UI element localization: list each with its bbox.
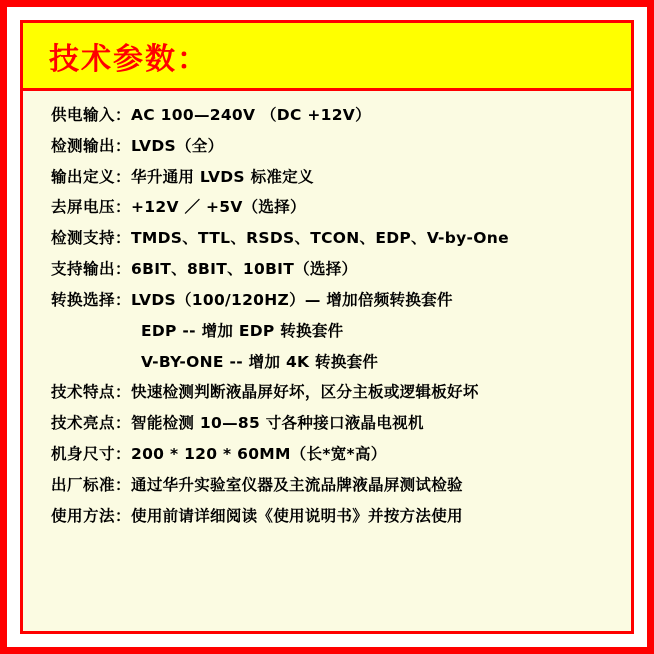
spec-row xyxy=(23,169,631,187)
spec-value: 200 * 120 * 60MM（长*宽*高） xyxy=(131,444,387,463)
spec-list xyxy=(23,91,631,631)
poster-title-bar xyxy=(23,23,631,91)
page-title: 技术参数： xyxy=(49,41,209,77)
spec-label: 技术特点： xyxy=(51,383,132,402)
spec-label: 支持输出： xyxy=(51,260,132,279)
spec-value: 华升通用 LVDS 标准定义 xyxy=(131,167,314,186)
spec-row xyxy=(23,199,631,217)
spec-label: 转换选择： xyxy=(51,290,132,309)
spec-label: 技术亮点： xyxy=(51,414,132,433)
poster-inner-frame xyxy=(20,20,634,634)
spec-row-continuation xyxy=(23,323,631,341)
spec-value: 使用前请详细阅读《使用说明书》并按方法使用 xyxy=(131,506,463,525)
spec-value: AC 100—240V （DC +12V） xyxy=(131,106,371,124)
spec-label: 检测输出： xyxy=(51,136,132,155)
spec-value: V-BY-ONE -- 增加 4K 转换套件 xyxy=(141,352,379,371)
spec-value: 智能检测 10—85 寸各种接口液晶电视机 xyxy=(131,414,424,433)
spec-value: 6BIT、8BIT、10BIT（选择） xyxy=(131,260,358,279)
spec-row xyxy=(23,384,631,402)
spec-row xyxy=(23,477,631,495)
spec-row xyxy=(23,508,631,526)
spec-label: 检测支持： xyxy=(51,229,132,248)
spec-row xyxy=(23,261,631,279)
spec-label: 输出定义： xyxy=(51,167,132,186)
spec-row-continuation xyxy=(23,354,631,372)
spec-label: 出厂标准： xyxy=(51,475,132,494)
spec-label: 去屏电压： xyxy=(51,198,132,217)
spec-row xyxy=(23,138,631,156)
spec-value: 通过华升实验室仪器及主流品牌液晶屏测试检验 xyxy=(131,475,463,494)
spec-row xyxy=(23,230,631,248)
spec-row xyxy=(23,292,631,310)
spec-row xyxy=(23,415,631,433)
spec-value: 快速检测判断液晶屏好坏，区分主板或逻辑板好坏 xyxy=(131,383,479,402)
spec-value: TMDS、TTL、RSDS、TCON、EDP、V-by-One xyxy=(131,229,509,248)
spec-label: 机身尺寸： xyxy=(51,444,132,463)
spec-value: +12V ／ +5V（选择） xyxy=(131,198,306,217)
spec-value: EDP -- 增加 EDP 转换套件 xyxy=(141,321,344,340)
spec-row xyxy=(23,107,631,125)
spec-label: 使用方法： xyxy=(51,506,132,525)
spec-value: LVDS（100/120HZ）— 增加倍频转换套件 xyxy=(131,290,453,309)
spec-value: LVDS（全） xyxy=(131,136,224,155)
spec-row xyxy=(23,446,631,464)
spec-label: 供电输入： xyxy=(51,106,132,124)
